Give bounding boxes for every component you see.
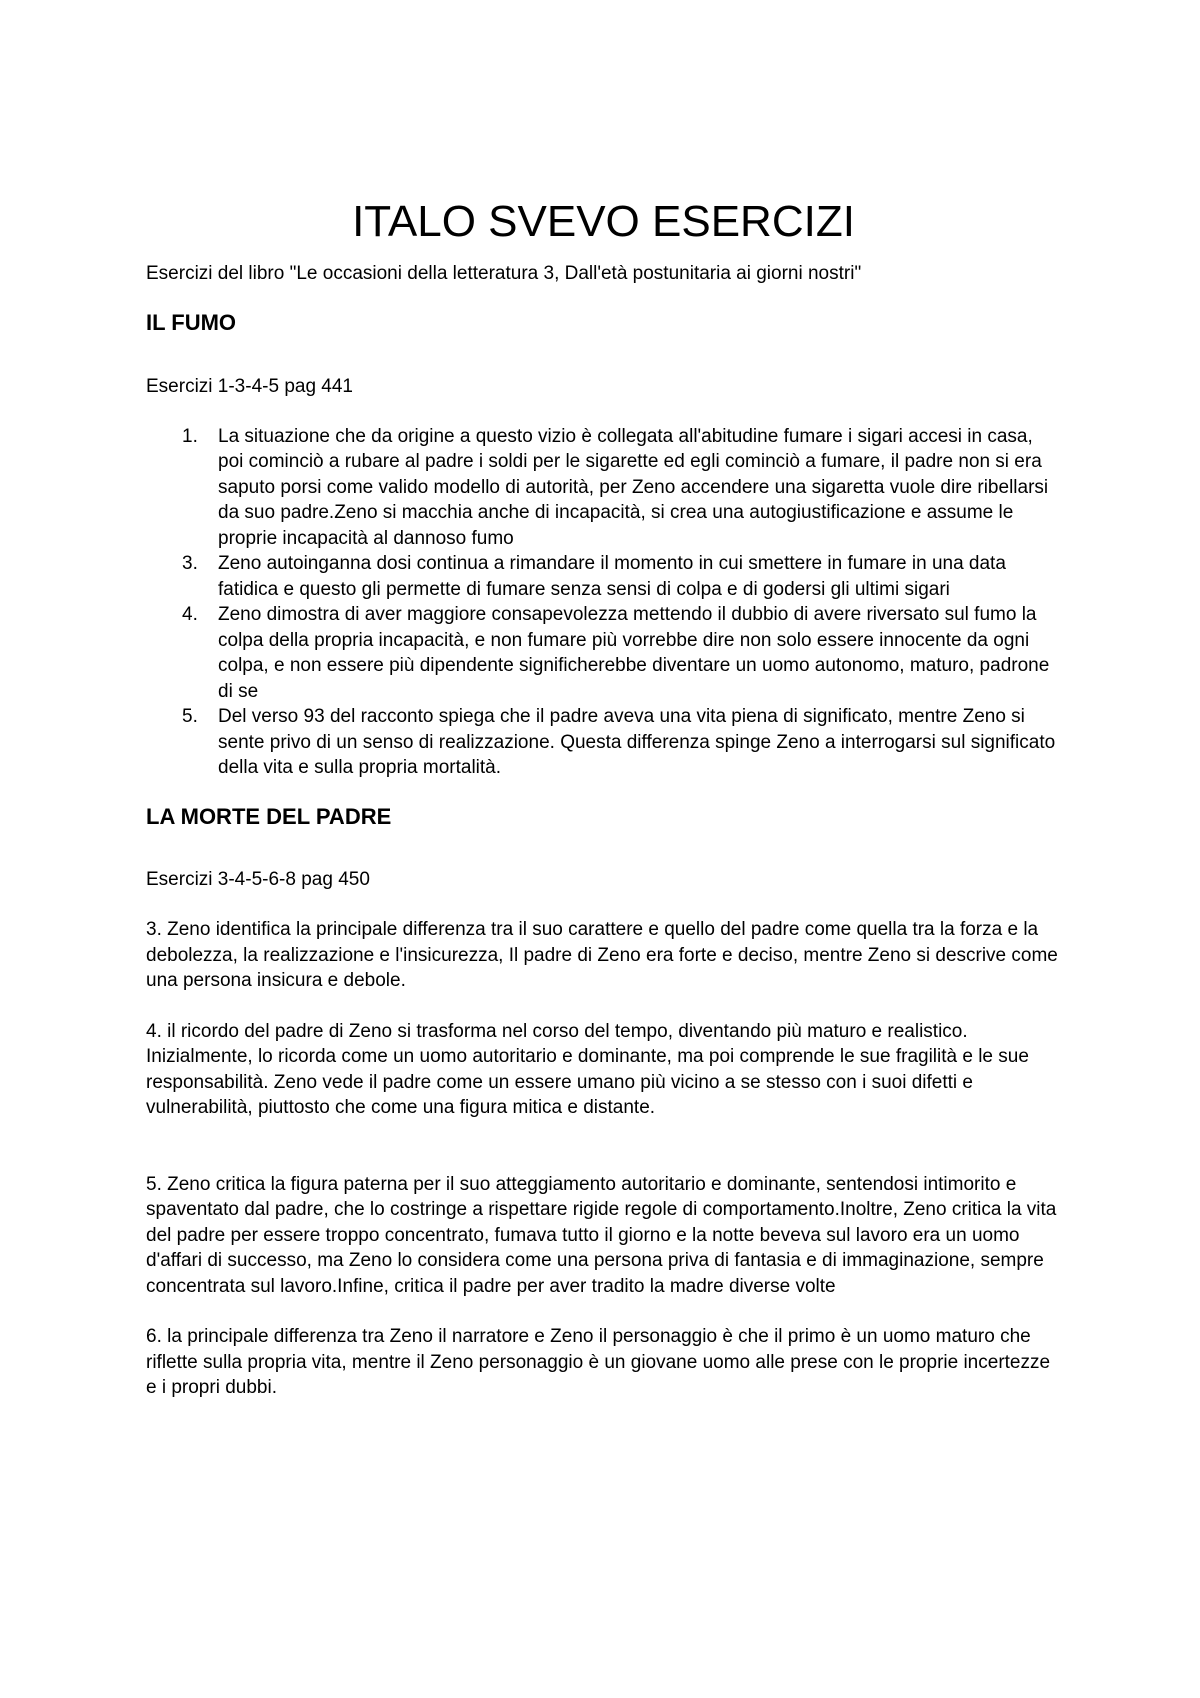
document-content (146, 195, 1061, 1401)
answer-paragraph: 6. la principale differenza tra Zeno il narratore e Zeno il personaggio è che il primo è un uomo maturo che riflette sulla propria vita, mentre il Zeno personaggio è un giovane uomo alle prese con le proprie incertezze e i propri dubbi. (146, 1326, 1051, 1398)
list-item-text: Del verso 93 del racconto spiega che il padre aveva una vita piena di significato, mentre Zeno si sente privo di un senso di realizzazione. Questa differenza spinge Zeno a interrogarsi sul significato della vita e sulla propria mortalità. (218, 706, 1056, 778)
document-subtitle: Esercizi del libro "Le occasioni della letteratura 3, Dall'età postunitaria ai giorni nostri" (146, 263, 862, 284)
exercise-reference: Esercizi 1-3-4-5 pag 441 (146, 376, 353, 397)
section-heading-la-morte-del-padre: LA MORTE DEL PADRE (146, 803, 392, 829)
list-item-text: La situazione che da origine a questo vizio è collegata all'abitudine fumare i sigari accesi in casa, poi cominciò a rubare al padre i soldi per le sigarette ed egli cominciò a fumare, il padre non si era saputo porsi come valido modello di autorità, per Zeno accendere una sigaretta vuole dire ribellarsi da suo padre.Zeno si macchia anche di incapacità, si crea una autogiustificazione e assume le proprie incapacità al dannoso fumo (218, 425, 1049, 549)
document-title: ITALO SVEVO ESERCIZI (352, 197, 855, 246)
exercise-reference: Esercizi 3-4-5-6-8 pag 450 (146, 868, 370, 890)
list-item (146, 551, 1061, 602)
list-item-number: 4. (182, 604, 198, 625)
answer-paragraph: 3. Zeno identifica la principale differenza tra il suo carattere e quello del padre come quella tra la forza e la debolezza, la realizzazione e l'insicurezza, Il padre di Zeno era forte e deciso, mentre Zeno si descrive come una persona insicura e debole. (146, 919, 1058, 991)
section-heading-il-fumo: IL FUMO (146, 310, 237, 335)
list-item (146, 602, 1061, 704)
answer-paragraph: 5. Zeno critica la figura paterna per il suo atteggiamento autoritario e dominante, sentendosi intimorito e spaventato dal padre, che lo costringe a rispettare rigide regole di comportamento.Inoltre, Zeno critica la vita del padre per essere troppo concentrato, fumava tutto il giorno e la notte beveva sul lavoro era un uomo d'affari di successo, ma Zeno lo considera come una persona priva di fantasia e di immaginazione, sempre concentrata sul lavoro.Infine, critica il padre per aver tradito la madre diverse volte (146, 1173, 1057, 1297)
exercise-list (146, 424, 1061, 781)
answer-paragraph: 4. il ricordo del padre di Zeno si trasforma nel corso del tempo, diventando più maturo e realistico. Inizialmente, lo ricorda come un uomo autoritario e dominante, ma poi comprende le sue fragilità e le sue responsabilità. Zeno vede il padre come un essere umano più vicino a se stesso con i suoi difetti e vulnerabilità, piuttosto che come una figura mitica e distante. (146, 1020, 1029, 1118)
list-item-text: Zeno autoinganna dosi continua a rimandare il momento in cui smettere in fumare in una data fatidica e questo gli permette di fumare senza sensi di colpa e di godersi gli ultimi sigari (218, 553, 1006, 600)
list-item (146, 424, 1061, 552)
list-item-text: Zeno dimostra di aver maggiore consapevolezza mettendo il dubbio di avere riversato sul fumo la colpa della propria incapacità, e non fumare più vorrebbe dire non solo essere innocente da ogni colpa, e non essere più dipendente significherebbe diventare un uomo autonomo, maturo, padrone di se (218, 604, 1050, 702)
list-item-number: 1. (182, 425, 198, 447)
list-item-number: 5. (182, 706, 198, 727)
list-item-number: 3. (182, 553, 198, 574)
list-item (146, 704, 1061, 781)
